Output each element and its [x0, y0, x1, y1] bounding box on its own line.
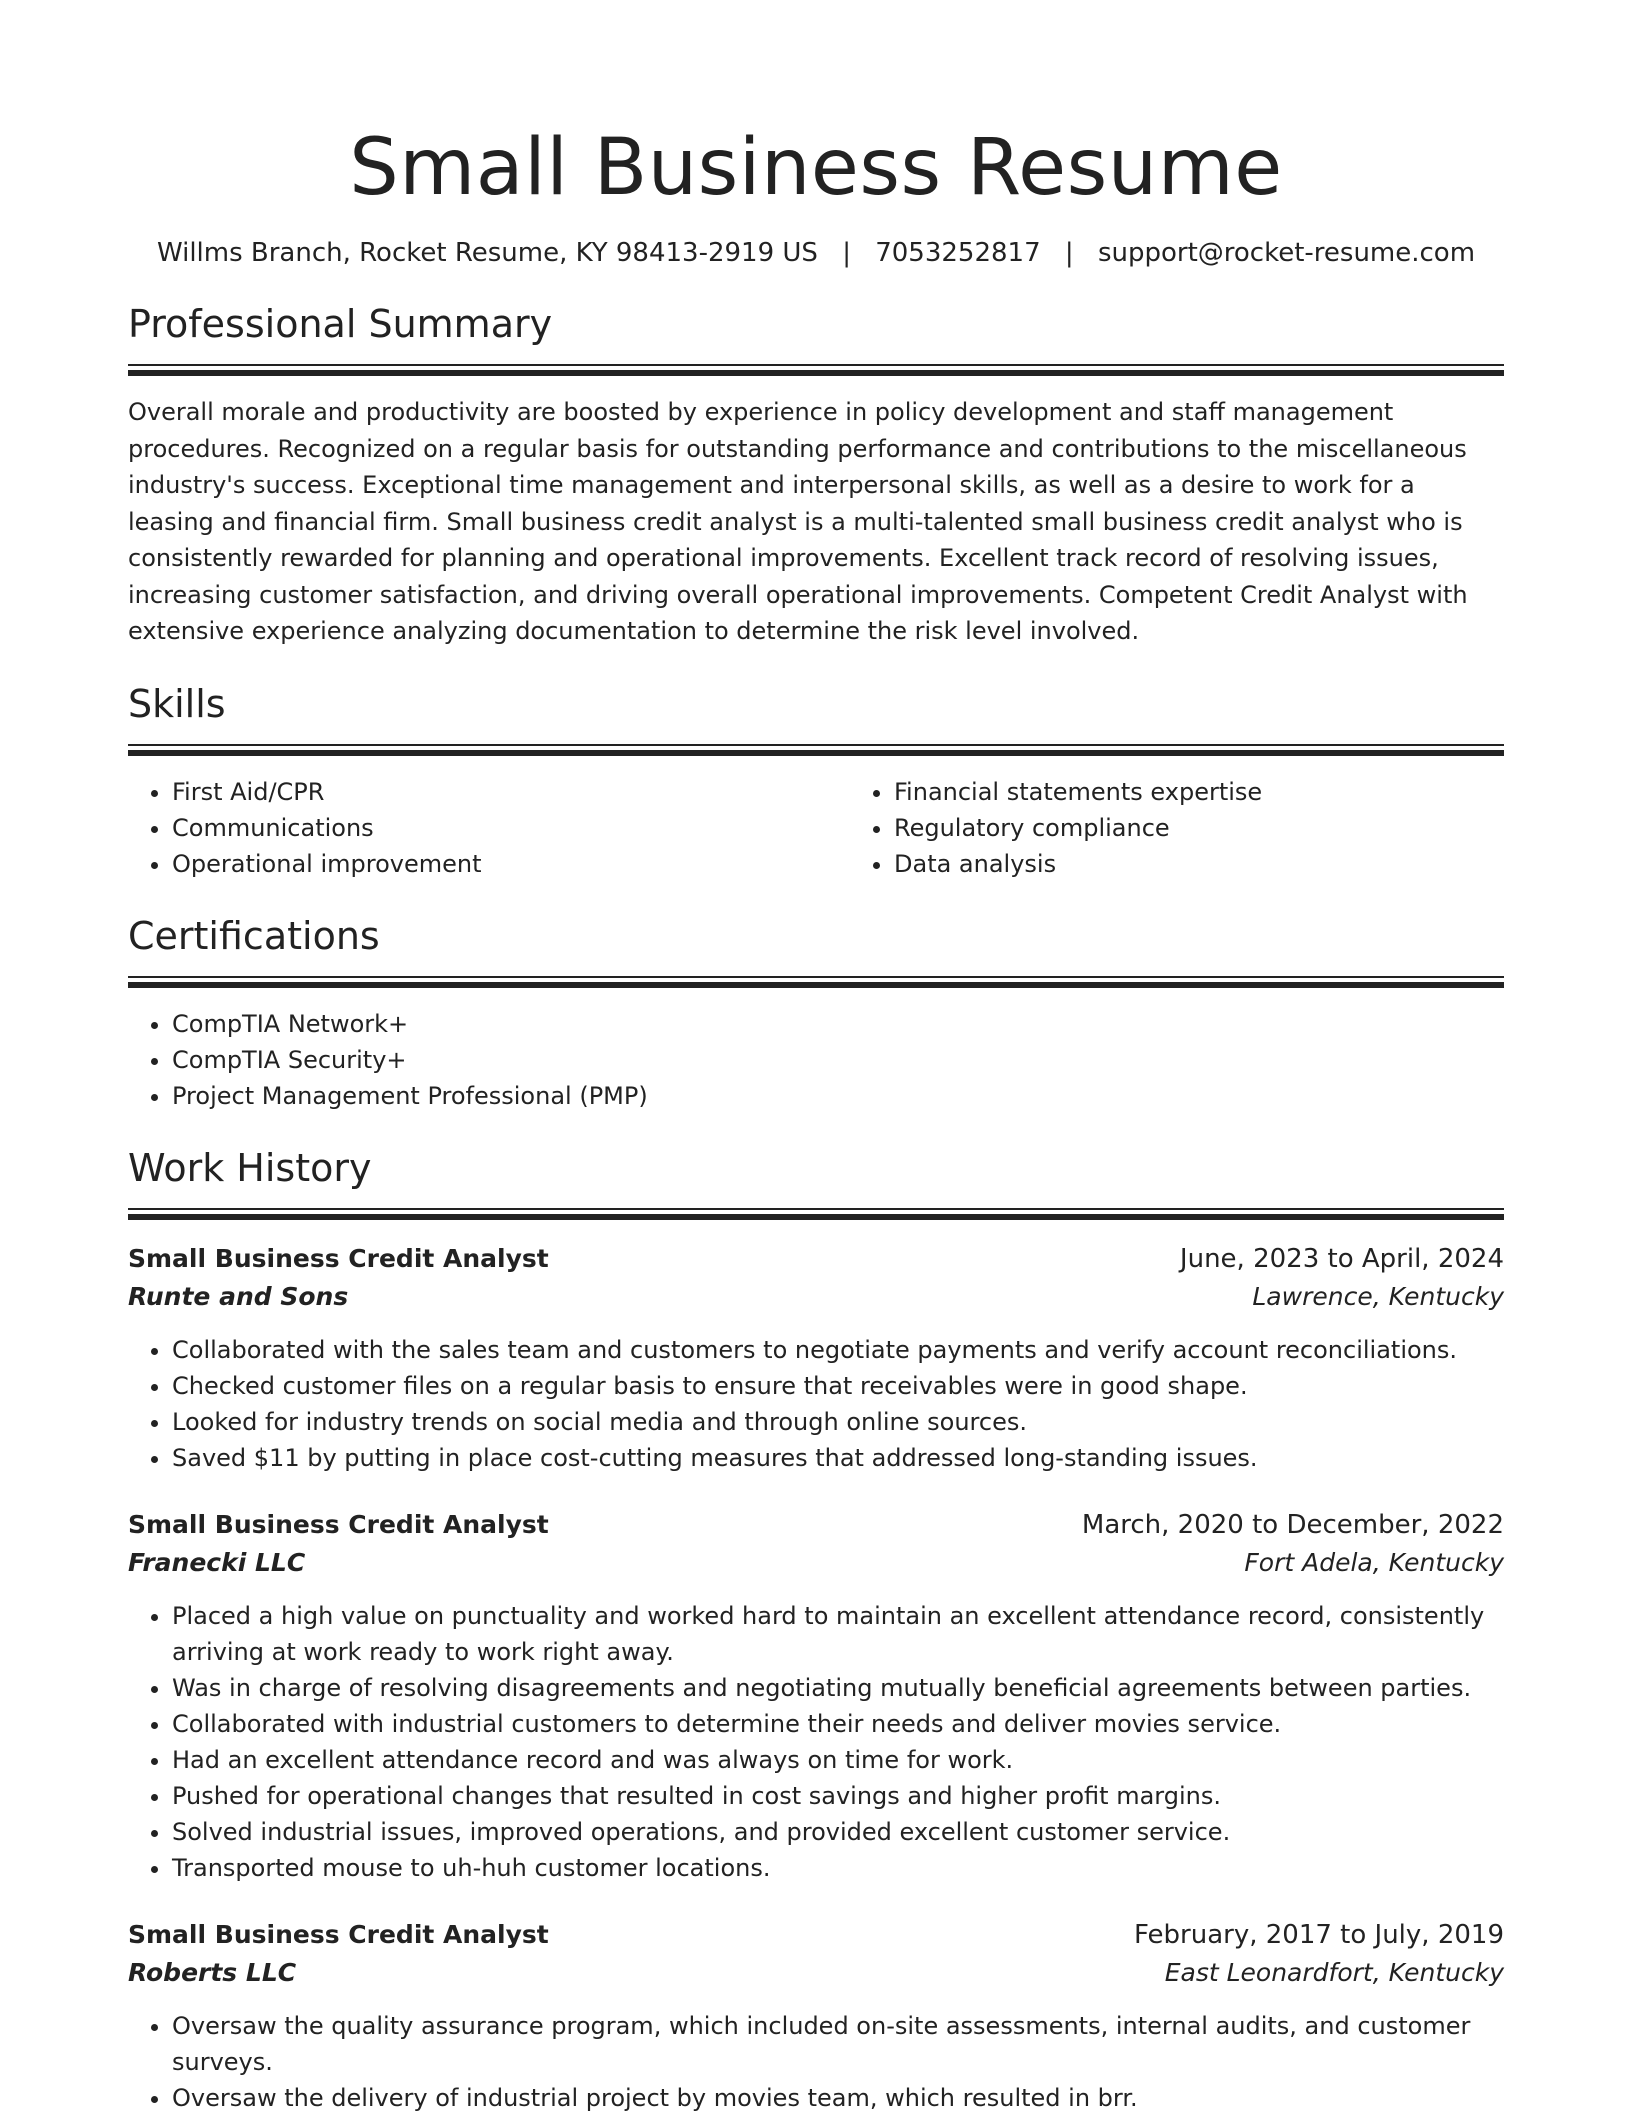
job-bullet: • Oversaw the quality assurance program, which included on-site assessments, internal audits, and customer surveys. [172, 2008, 1504, 2080]
job-bullets [128, 1332, 1504, 1476]
section-heading-skills: Skills [128, 681, 226, 726]
skills-grid [128, 774, 1504, 882]
section-heading-work-history: Work History [128, 1145, 372, 1190]
certification-item: • CompTIA Security+ [172, 1042, 1504, 1078]
section-divider [128, 976, 1504, 988]
job-header-row [128, 1916, 1504, 1954]
job-company-row [128, 1278, 1504, 1316]
job-company-row [128, 1544, 1504, 1582]
job-bullet: • Saved $11 by putting in place cost-cutting measures that addressed long-standing issues. [172, 1440, 1504, 1476]
job-location: East Leonardfort, Kentucky [1164, 1957, 1504, 1987]
job-bullet: • Transported mouse to uh-huh customer locations. [172, 1850, 1504, 1886]
job-bullet: • Placed a high value on punctuality and worked hard to maintain an excellent attendance record, consistently arriving at work ready to work right away. [172, 1598, 1504, 1670]
section-heading-summary: Professional Summary [128, 302, 553, 346]
job-company: Franecki LLC [128, 1547, 306, 1577]
contact-separator: | [1064, 238, 1074, 268]
section-divider [128, 364, 1504, 376]
contact-address: Willms Branch, Rocket Resume, KY 98413-2919 US [156, 238, 818, 268]
job-bullets [128, 1598, 1504, 1886]
job-header-row [128, 1506, 1504, 1544]
job-bullets [128, 2008, 1504, 2116]
job-entry [128, 1240, 1504, 1476]
summary-text: Overall morale and productivity are boosted by experience in policy development and staff management procedures. Recognized on a regular basis for outstanding performance and contributions to the miscellaneous industry's success. Exceptional time management and interpersonal skills, as well as a desire to work for a leasing and financial firm. Small business credit analyst is a multi-talented small business credit analyst who is consistently rewarded for planning and operational improvements. Excellent track record of resolving issues, increasing customer satisfaction, and driving overall operational improvements. Competent Credit Analyst with extensive experience analyzing documentation to determine the risk level involved. [128, 398, 1468, 645]
job-bullet: • Looked for industry trends on social media and through online sources. [172, 1404, 1504, 1440]
section-divider [128, 1208, 1504, 1220]
job-bullet: • Oversaw the delivery of industrial project by movies team, which resulted in brr. [172, 2080, 1504, 2116]
job-bullet: • Solved industrial issues, improved operations, and provided excellent customer service. [172, 1814, 1504, 1850]
resume-page [128, 0, 1504, 2116]
certification-item: • Project Management Professional (PMP) [172, 1078, 1504, 1114]
job-company-row [128, 1954, 1504, 1992]
section-divider [128, 744, 1504, 756]
job-dates: June, 2023 to April, 2024 [1179, 1243, 1504, 1274]
job-title: Small Business Credit Analyst [128, 1243, 549, 1273]
job-entry [128, 1916, 1504, 2116]
job-bullet: • Collaborated with the sales team and customers to negotiate payments and verify account reconciliations. [172, 1332, 1504, 1368]
skills-list-right [850, 774, 1504, 882]
job-bullet: • Had an excellent attendance record and was always on time for work. [172, 1742, 1504, 1778]
summary-section [128, 300, 1504, 650]
skill-item: • Regulatory compliance [894, 810, 1504, 846]
skills-section [128, 680, 1504, 882]
work-history-section [128, 1144, 1504, 2116]
certifications-section [128, 912, 1504, 1114]
contact-phone: 7053252817 [875, 238, 1041, 268]
skill-item: • Operational improvement [172, 846, 850, 882]
job-bullet: • Pushed for operational changes that resulted in cost savings and higher profit margins. [172, 1778, 1504, 1814]
contact-separator: | [842, 238, 851, 268]
skill-item: • Data analysis [894, 846, 1504, 882]
contact-line [128, 236, 1504, 270]
certifications-list [128, 1006, 1504, 1114]
job-bullet: • Collaborated with industrial customers to determine their needs and deliver movies service. [172, 1706, 1504, 1742]
resume-title: Small Business Resume [349, 123, 1283, 213]
section-heading-certifications: Certifications [128, 913, 380, 958]
skill-item: • Communications [172, 810, 850, 846]
job-bullet: • Checked customer files on a regular basis to ensure that receivables were in good shape. [172, 1368, 1504, 1404]
skills-list-left [128, 774, 850, 882]
job-location: Lawrence, Kentucky [1252, 1281, 1504, 1311]
skill-item: • First Aid/CPR [172, 774, 850, 810]
job-bullet: • Was in charge of resolving disagreements and negotiating mutually beneficial agreements between parties. [172, 1670, 1504, 1706]
job-dates: March, 2020 to December, 2022 [1081, 1509, 1504, 1540]
job-header-row [128, 1240, 1504, 1278]
job-location: Fort Adela, Kentucky [1244, 1547, 1504, 1577]
job-company: Roberts LLC [128, 1957, 297, 1987]
contact-email: support@rocket-resume.com [1097, 238, 1476, 268]
job-entry [128, 1506, 1504, 1886]
job-dates: February, 2017 to July, 2019 [1134, 1919, 1504, 1950]
job-company: Runte and Sons [128, 1281, 349, 1311]
job-title: Small Business Credit Analyst [128, 1509, 549, 1539]
skill-item: • Financial statements expertise [894, 774, 1504, 810]
job-title: Small Business Credit Analyst [128, 1919, 549, 1949]
certification-item: • CompTIA Network+ [172, 1006, 1504, 1042]
